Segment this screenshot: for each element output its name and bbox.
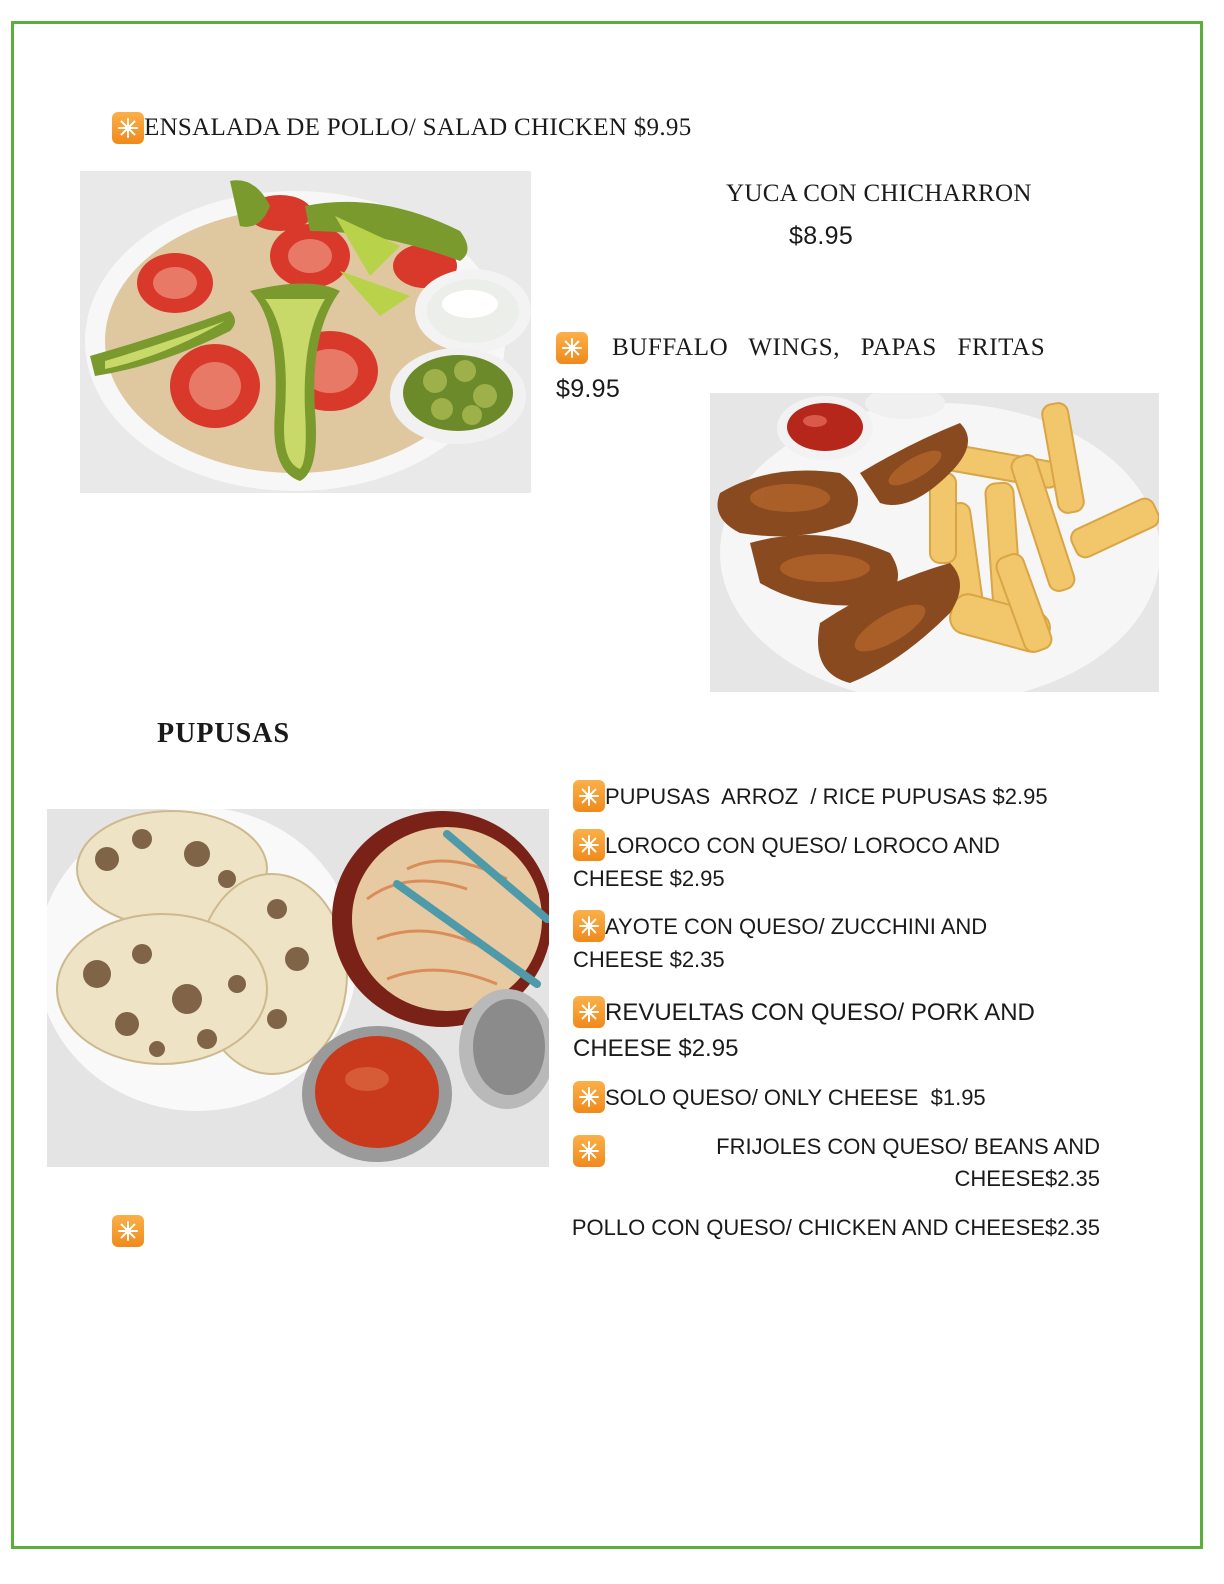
pupusas-item-price-line: CHEESE $2.95 xyxy=(573,1035,739,1062)
pupusas-item-label: SOLO QUESO/ ONLY CHEESE $1.95 xyxy=(605,1085,986,1110)
pupusas-item-label: LOROCO CON QUESO/ LOROCO AND xyxy=(605,833,1000,858)
wings-price: $9.95 xyxy=(556,375,621,403)
pupusas-item-rice xyxy=(573,781,1048,814)
star-badge-icon xyxy=(573,829,605,861)
pupusas-item-queso xyxy=(573,1082,986,1115)
pupusas-item-ayote xyxy=(573,911,987,976)
pupusas-item-price-line: CHEESE$2.35 xyxy=(954,1166,1100,1191)
pupusas-item-frijoles xyxy=(620,1131,1100,1195)
star-badge-icon xyxy=(573,996,605,1028)
wings-name: BUFFALO WINGS, PAPAS FRITAS xyxy=(612,334,1046,361)
star-badge-icon xyxy=(112,112,144,144)
salad-photo xyxy=(80,171,531,493)
pupusas-title: PUPUSAS xyxy=(157,718,291,749)
pupusas-item-label: AYOTE CON QUESO/ ZUCCHINI AND xyxy=(605,914,988,939)
star-badge-icon xyxy=(573,1081,605,1113)
yuca-price: $8.95 xyxy=(789,222,854,250)
yuca-name: YUCA CON CHICHARRON xyxy=(726,180,1032,207)
star-badge-icon xyxy=(556,332,588,364)
pupusas-item-label: PUPUSAS ARROZ / RICE PUPUSAS $2.95 xyxy=(605,784,1048,809)
pollo-icon-wrap xyxy=(112,1215,144,1247)
pupusas-item-label: REVUELTAS CON QUESO/ PORK AND xyxy=(605,999,1035,1026)
pupusas-item-pollo: POLLO CON QUESO/ CHICKEN AND CHEESE$2.35 xyxy=(571,1215,1100,1240)
salad-label: ENSALADA DE POLLO/ SALAD CHICKEN $9.95 xyxy=(144,114,692,141)
pupusas-item-price-line: CHEESE $2.95 xyxy=(573,866,725,892)
star-badge-icon xyxy=(112,1215,144,1247)
wings-photo xyxy=(710,393,1159,692)
star-badge-icon xyxy=(573,1135,605,1167)
pupusas-item-revueltas xyxy=(573,995,1035,1067)
pupusas-item-loroco xyxy=(573,830,1000,895)
star-badge-icon xyxy=(573,910,605,942)
pupusas-item-label: FRIJOLES CON QUESO/ BEANS AND xyxy=(716,1134,1100,1159)
wings-heading xyxy=(556,332,1045,364)
pupusas-photo xyxy=(47,809,549,1167)
pupusas-item-frijoles-icon-wrap xyxy=(573,1135,605,1167)
salad-heading xyxy=(112,112,692,144)
star-badge-icon xyxy=(573,780,605,812)
pupusas-item-price-line: CHEESE $2.35 xyxy=(573,947,725,973)
